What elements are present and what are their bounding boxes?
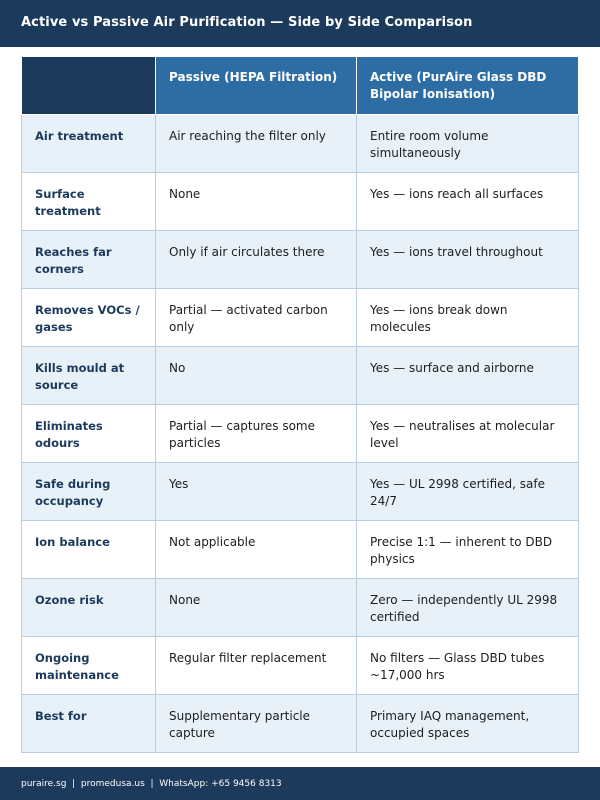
active-cell: Yes — ions travel throughout [357, 231, 579, 289]
page-title: Active vs Passive Air Purification — Side by Side Comparison [0, 0, 600, 47]
table-row [22, 173, 579, 231]
passive-cell: Regular filter replacement [156, 637, 357, 695]
comparison-table [21, 56, 579, 753]
table-row [22, 579, 579, 637]
passive-cell: No [156, 347, 357, 405]
active-cell: Zero — independently UL 2998 certified [357, 579, 579, 637]
table-row [22, 405, 579, 463]
column-header-passive: Passive (HEPA Filtration) [156, 57, 357, 115]
table-row [22, 115, 579, 173]
active-cell: Precise 1:1 — inherent to DBD physics [357, 521, 579, 579]
row-label: Eliminates odours [22, 405, 156, 463]
active-cell: Primary IAQ management, occupied spaces [357, 695, 579, 753]
table-header-row [22, 57, 579, 115]
column-header-active: Active (PurAire Glass DBD Bipolar Ionisation) [357, 57, 579, 115]
row-label: Reaches far corners [22, 231, 156, 289]
passive-cell: Partial — activated carbon only [156, 289, 357, 347]
row-label: Ion balance [22, 521, 156, 579]
active-cell: Yes — ions break down molecules [357, 289, 579, 347]
passive-cell: Supplementary particle capture [156, 695, 357, 753]
footer-contact: puraire.sg | promedusa.us | WhatsApp: +65 9456 8313 [0, 767, 600, 800]
passive-cell: None [156, 173, 357, 231]
active-cell: No filters — Glass DBD tubes ~17,000 hrs [357, 637, 579, 695]
row-label: Air treatment [22, 115, 156, 173]
table-row [22, 347, 579, 405]
row-label: Safe during occupancy [22, 463, 156, 521]
table-row [22, 289, 579, 347]
row-label: Surface treatment [22, 173, 156, 231]
table-row [22, 695, 579, 753]
passive-cell: Partial — captures some particles [156, 405, 357, 463]
active-cell: Yes — UL 2998 certified, safe 24/7 [357, 463, 579, 521]
passive-cell: Air reaching the filter only [156, 115, 357, 173]
column-header-blank [22, 57, 156, 115]
table-row [22, 231, 579, 289]
row-label: Removes VOCs / gases [22, 289, 156, 347]
passive-cell: None [156, 579, 357, 637]
active-cell: Yes — neutralises at molecular level [357, 405, 579, 463]
table-row [22, 463, 579, 521]
passive-cell: Yes [156, 463, 357, 521]
active-cell: Yes — ions reach all surfaces [357, 173, 579, 231]
row-label: Ongoing maintenance [22, 637, 156, 695]
passive-cell: Not applicable [156, 521, 357, 579]
active-cell: Yes — surface and airborne [357, 347, 579, 405]
table-row [22, 521, 579, 579]
passive-cell: Only if air circulates there [156, 231, 357, 289]
row-label: Kills mould at source [22, 347, 156, 405]
row-label: Best for [22, 695, 156, 753]
active-cell: Entire room volume simultaneously [357, 115, 579, 173]
table-row [22, 637, 579, 695]
row-label: Ozone risk [22, 579, 156, 637]
